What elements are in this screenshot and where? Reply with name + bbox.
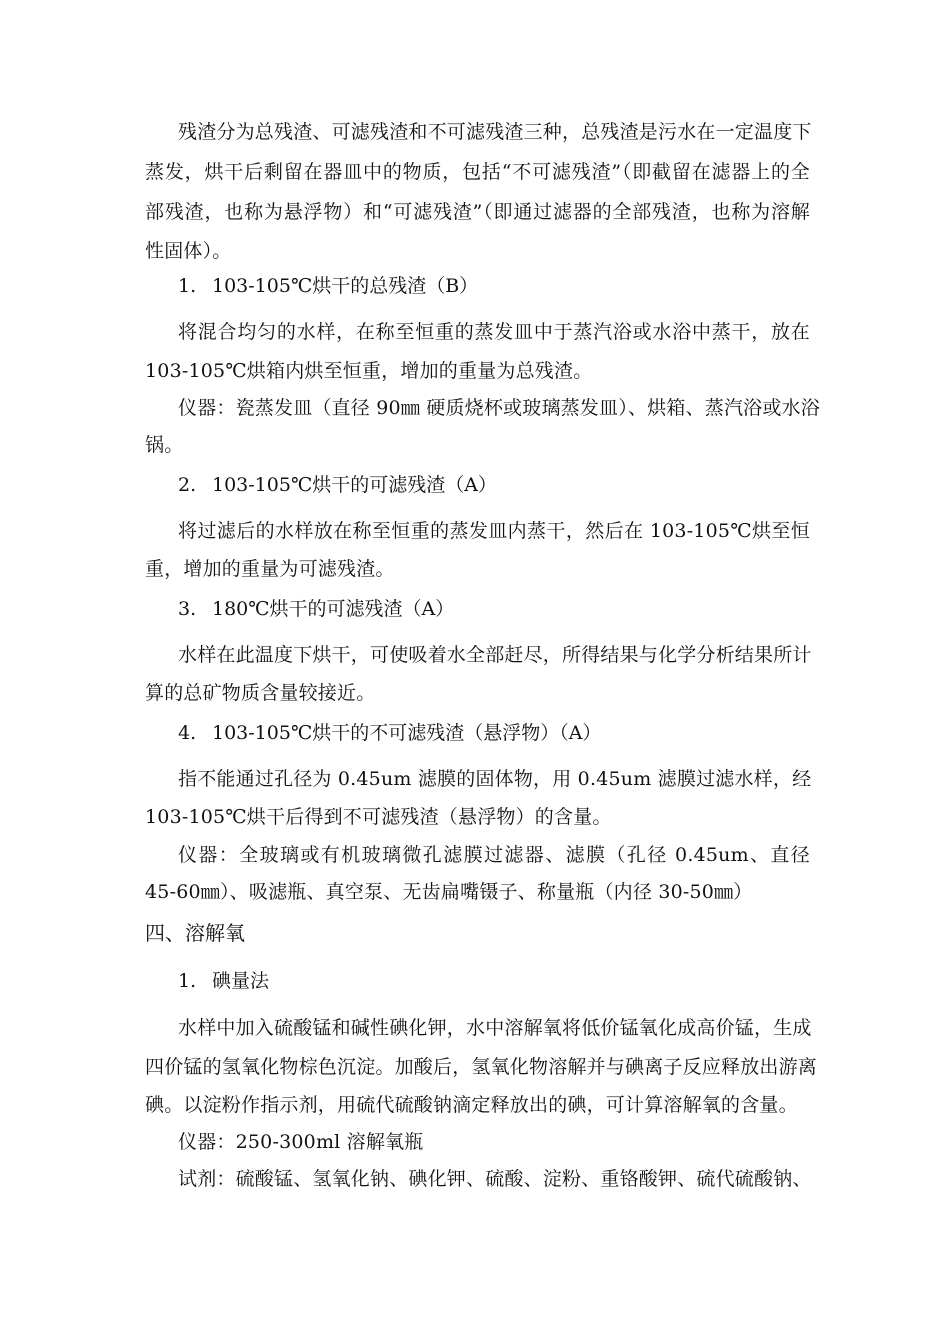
item-4-para-2-line-2: 45-60㎜）、吸滤瓶、真空泵、无齿扁嘴镊子、称量瓶（内径 30-50㎜） — [145, 881, 753, 903]
item-1-title: 103-105℃烘干的总残渣（B） — [212, 275, 479, 297]
section-4-title: 四、溶解氧 — [145, 921, 245, 945]
item-4-para-1-line-2: 103-105℃烘干后得到不可滤残渣（悬浮物）的含量。 — [145, 806, 612, 828]
intro-line-4: 性固体）。 — [145, 240, 232, 262]
item-4-heading — [178, 720, 601, 746]
item-4-para-1-line-1: 指不能通过孔径为 0.45um 滤膜的固体物，用 0.45um 滤膜过滤水样，经 — [178, 768, 812, 790]
section-4-para-1-line-1: 水样中加入硫酸锰和碱性碘化钾，水中溶解氧将低价锰氧化成高价锰，生成 — [178, 1017, 812, 1039]
section-4-reagents: 试剂：硫酸锰、氢氧化钠、碘化钾、硫酸、淀粉、重铬酸钾、硫代硫酸钠、 — [178, 1168, 812, 1190]
item-3-heading — [178, 596, 454, 622]
intro-line-2: 蒸发，烘干后剩留在器皿中的物质，包括“不可滤残渣”（即截留在滤器上的全 — [145, 161, 810, 183]
item-1-para-2-line-1: 仪器：瓷蒸发皿（直径 90㎜ 硬质烧杯或玻璃蒸发皿）、烘箱、蒸汽浴或水浴 — [178, 397, 820, 419]
item-1-para-1-line-1: 将混合均匀的水样，在称至恒重的蒸发皿中于蒸汽浴或水浴中蒸干，放在 — [178, 321, 810, 343]
intro-line-1: 残渣分为总残渣、可滤残渣和不可滤残渣三种，总残渣是污水在一定温度下 — [178, 121, 812, 143]
item-1-para-1-line-2: 103-105℃烘箱内烘至恒重，增加的重量为总残渣。 — [145, 360, 593, 382]
item-1-heading — [178, 273, 478, 299]
item-3-title: 180℃烘干的可滤残渣（A） — [212, 598, 455, 620]
item-2-para-1-line-1: 将过滤后的水样放在称至恒重的蒸发皿内蒸干，然后在 103-105℃烘至恒 — [178, 520, 810, 542]
item-4-para-2-line-1: 仪器：全玻璃或有机玻璃微孔滤膜过滤器、滤膜（孔径 0.45um、直径 — [178, 844, 810, 866]
item-4-title: 103-105℃烘干的不可滤残渣（悬浮物）（A） — [212, 722, 602, 744]
item-3-number: 3. — [178, 598, 197, 620]
section-4-sub-title: 碘量法 — [212, 970, 270, 992]
item-2-para-1-line-2: 重，增加的重量为可滤残渣。 — [145, 558, 395, 580]
section-4-para-1-line-3: 碘。以淀粉作指示剂，用硫代硫酸钠滴定释放出的碘，可计算溶解氧的含量。 — [145, 1094, 798, 1116]
item-4-number: 4. — [178, 722, 197, 744]
section-4-para-1-line-2: 四价锰的氢氧化物棕色沉淀。加酸后，氢氧化物溶解并与碘离子反应释放出游离 — [145, 1056, 818, 1078]
item-3-para-1-line-1: 水样在此温度下烘干，可使吸着水全部赶尽，所得结果与化学分析结果所计 — [178, 644, 812, 666]
item-2-number: 2. — [178, 474, 197, 496]
item-1-para-2-line-2: 锅。 — [145, 434, 184, 456]
section-4-sub-number: 1. — [178, 970, 197, 992]
item-2-heading — [178, 472, 497, 498]
item-2-title: 103-105℃烘干的可滤残渣（A） — [212, 474, 497, 496]
item-3-para-1-line-2: 算的总矿物质含量较接近。 — [145, 682, 376, 704]
section-4-instruments: 仪器：250-300ml 溶解氧瓶 — [178, 1131, 424, 1153]
item-1-number: 1. — [178, 275, 197, 297]
intro-line-3: 部残渣，也称为悬浮物）和“可滤残渣”（即通过滤器的全部残渣，也称为溶解 — [145, 201, 810, 223]
section-4-subheading — [178, 968, 269, 994]
